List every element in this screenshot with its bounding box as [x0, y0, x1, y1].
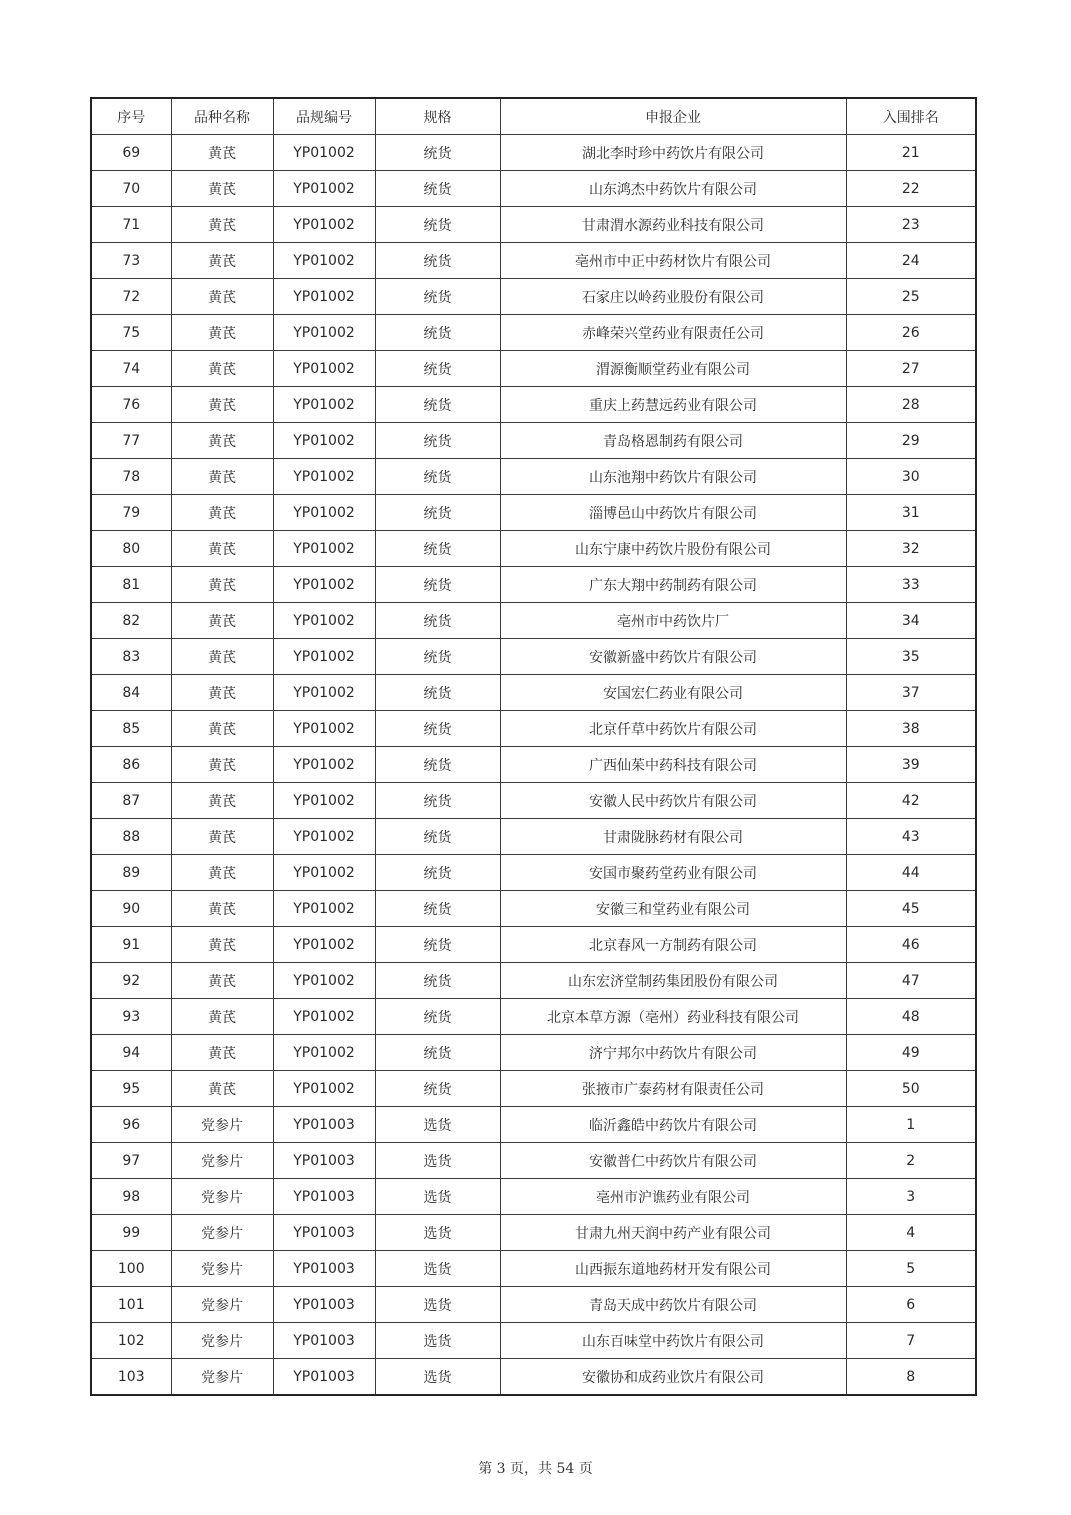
- cell-company: 重庆上药慧远药业有限公司: [500, 387, 846, 423]
- cell-spec-code: YP01002: [273, 639, 375, 675]
- cell-serial: 87: [91, 783, 171, 819]
- cell-serial: 93: [91, 999, 171, 1035]
- table-row: [91, 711, 976, 747]
- cell-spec-code: YP01002: [273, 423, 375, 459]
- table-row: [91, 279, 976, 315]
- cell-ranking: 47: [846, 963, 976, 999]
- cell-company: 渭源衡顺堂药业有限公司: [500, 351, 846, 387]
- cell-spec-code: YP01002: [273, 855, 375, 891]
- cell-serial: 101: [91, 1287, 171, 1323]
- cell-ranking: 21: [846, 135, 976, 171]
- cell-grade: 统货: [375, 927, 500, 963]
- cell-ranking: 48: [846, 999, 976, 1035]
- table-row: [91, 819, 976, 855]
- cell-company: 山东池翔中药饮片有限公司: [500, 459, 846, 495]
- cell-company: 临沂鑫皓中药饮片有限公司: [500, 1107, 846, 1143]
- cell-grade: 统货: [375, 1035, 500, 1071]
- table-row: [91, 351, 976, 387]
- cell-company: 安徽普仁中药饮片有限公司: [500, 1143, 846, 1179]
- cell-ranking: 50: [846, 1071, 976, 1107]
- table-row: [91, 1323, 976, 1359]
- cell-serial: 81: [91, 567, 171, 603]
- cell-company: 青岛格恩制药有限公司: [500, 423, 846, 459]
- cell-ranking: 22: [846, 171, 976, 207]
- cell-spec-code: YP01002: [273, 207, 375, 243]
- cell-spec-code: YP01002: [273, 279, 375, 315]
- cell-company: 赤峰荣兴堂药业有限责任公司: [500, 315, 846, 351]
- cell-spec-code: YP01003: [273, 1323, 375, 1359]
- cell-serial: 100: [91, 1251, 171, 1287]
- cell-grade: 选货: [375, 1215, 500, 1251]
- cell-serial: 95: [91, 1071, 171, 1107]
- cell-ranking: 6: [846, 1287, 976, 1323]
- header-company: 申报企业: [500, 98, 846, 135]
- cell-spec-code: YP01003: [273, 1251, 375, 1287]
- page-number: 第 3 页，共 54 页: [478, 1461, 593, 1477]
- cell-company: 安徽人民中药饮片有限公司: [500, 783, 846, 819]
- cell-grade: 统货: [375, 351, 500, 387]
- cell-company: 广东大翔中药制药有限公司: [500, 567, 846, 603]
- cell-serial: 97: [91, 1143, 171, 1179]
- cell-company: 张掖市广泰药材有限责任公司: [500, 1071, 846, 1107]
- cell-variety-name: 黄芪: [171, 1035, 273, 1071]
- table-row: [91, 567, 976, 603]
- cell-grade: 统货: [375, 603, 500, 639]
- cell-ranking: 23: [846, 207, 976, 243]
- cell-spec-code: YP01002: [273, 531, 375, 567]
- table-row: [91, 459, 976, 495]
- table-row: [91, 315, 976, 351]
- cell-grade: 选货: [375, 1251, 500, 1287]
- header-serial: 序号: [91, 98, 171, 135]
- cell-company: 北京本草方源（亳州）药业科技有限公司: [500, 999, 846, 1035]
- cell-spec-code: YP01002: [273, 747, 375, 783]
- cell-variety-name: 黄芪: [171, 855, 273, 891]
- cell-variety-name: 黄芪: [171, 639, 273, 675]
- table-row: [91, 1179, 976, 1215]
- header-ranking: 入围排名: [846, 98, 976, 135]
- cell-spec-code: YP01003: [273, 1359, 375, 1396]
- cell-ranking: 7: [846, 1323, 976, 1359]
- cell-grade: 统货: [375, 891, 500, 927]
- cell-company: 山西振东道地药材开发有限公司: [500, 1251, 846, 1287]
- table-row: [91, 1251, 976, 1287]
- cell-grade: 统货: [375, 999, 500, 1035]
- cell-grade: 统货: [375, 423, 500, 459]
- cell-variety-name: 黄芪: [171, 531, 273, 567]
- cell-company: 安徽新盛中药饮片有限公司: [500, 639, 846, 675]
- cell-spec-code: YP01002: [273, 1071, 375, 1107]
- cell-grade: 统货: [375, 855, 500, 891]
- cell-grade: 统货: [375, 315, 500, 351]
- table-row: [91, 1359, 976, 1396]
- cell-variety-name: 黄芪: [171, 999, 273, 1035]
- cell-serial: 78: [91, 459, 171, 495]
- cell-spec-code: YP01002: [273, 711, 375, 747]
- cell-serial: 69: [91, 135, 171, 171]
- cell-spec-code: YP01002: [273, 603, 375, 639]
- table-row: [91, 855, 976, 891]
- cell-spec-code: YP01003: [273, 1287, 375, 1323]
- cell-ranking: 35: [846, 639, 976, 675]
- cell-ranking: 29: [846, 423, 976, 459]
- table-row: [91, 639, 976, 675]
- header-row: [91, 98, 976, 135]
- cell-spec-code: YP01002: [273, 315, 375, 351]
- cell-company: 安徽协和成药业饮片有限公司: [500, 1359, 846, 1396]
- cell-grade: 统货: [375, 567, 500, 603]
- cell-serial: 84: [91, 675, 171, 711]
- cell-variety-name: 黄芪: [171, 783, 273, 819]
- cell-grade: 统货: [375, 531, 500, 567]
- cell-serial: 83: [91, 639, 171, 675]
- cell-ranking: 28: [846, 387, 976, 423]
- header-variety-name: 品种名称: [171, 98, 273, 135]
- cell-variety-name: 黄芪: [171, 315, 273, 351]
- cell-serial: 90: [91, 891, 171, 927]
- cell-spec-code: YP01002: [273, 891, 375, 927]
- cell-spec-code: YP01002: [273, 567, 375, 603]
- cell-variety-name: 党参片: [171, 1287, 273, 1323]
- table-row: [91, 1287, 976, 1323]
- cell-company: 石家庄以岭药业股份有限公司: [500, 279, 846, 315]
- cell-grade: 统货: [375, 819, 500, 855]
- table-row: [91, 747, 976, 783]
- table-row: [91, 963, 976, 999]
- cell-variety-name: 黄芪: [171, 675, 273, 711]
- cell-variety-name: 黄芪: [171, 135, 273, 171]
- cell-serial: 80: [91, 531, 171, 567]
- cell-variety-name: 黄芪: [171, 279, 273, 315]
- cell-serial: 91: [91, 927, 171, 963]
- cell-ranking: 38: [846, 711, 976, 747]
- cell-grade: 统货: [375, 459, 500, 495]
- cell-variety-name: 黄芪: [171, 423, 273, 459]
- cell-serial: 74: [91, 351, 171, 387]
- cell-ranking: 24: [846, 243, 976, 279]
- table-header: [91, 98, 976, 135]
- cell-company: 亳州市沪谯药业有限公司: [500, 1179, 846, 1215]
- cell-serial: 75: [91, 315, 171, 351]
- cell-company: 亳州市中药饮片厂: [500, 603, 846, 639]
- table-row: [91, 891, 976, 927]
- cell-grade: 统货: [375, 135, 500, 171]
- cell-spec-code: YP01002: [273, 1035, 375, 1071]
- table-row: [91, 1215, 976, 1251]
- table-row: [91, 1035, 976, 1071]
- cell-company: 甘肃九州天润中药产业有限公司: [500, 1215, 846, 1251]
- cell-ranking: 2: [846, 1143, 976, 1179]
- cell-variety-name: 黄芪: [171, 495, 273, 531]
- cell-spec-code: YP01003: [273, 1107, 375, 1143]
- table-row: [91, 1143, 976, 1179]
- cell-ranking: 31: [846, 495, 976, 531]
- cell-spec-code: YP01002: [273, 783, 375, 819]
- cell-grade: 选货: [375, 1179, 500, 1215]
- cell-variety-name: 党参片: [171, 1107, 273, 1143]
- cell-grade: 选货: [375, 1287, 500, 1323]
- cell-variety-name: 黄芪: [171, 711, 273, 747]
- cell-spec-code: YP01003: [273, 1215, 375, 1251]
- cell-company: 甘肃渭水源药业科技有限公司: [500, 207, 846, 243]
- table-body: [91, 135, 976, 1396]
- cell-grade: 统货: [375, 387, 500, 423]
- cell-company: 山东宁康中药饮片股份有限公司: [500, 531, 846, 567]
- cell-ranking: 8: [846, 1359, 976, 1396]
- cell-serial: 82: [91, 603, 171, 639]
- enterprise-ranking-table: [90, 97, 977, 1396]
- cell-serial: 79: [91, 495, 171, 531]
- cell-company: 济宁邦尔中药饮片有限公司: [500, 1035, 846, 1071]
- cell-ranking: 5: [846, 1251, 976, 1287]
- cell-serial: 92: [91, 963, 171, 999]
- cell-company: 广西仙茱中药科技有限公司: [500, 747, 846, 783]
- cell-ranking: 39: [846, 747, 976, 783]
- cell-spec-code: YP01002: [273, 963, 375, 999]
- cell-spec-code: YP01002: [273, 171, 375, 207]
- cell-variety-name: 黄芪: [171, 1071, 273, 1107]
- cell-ranking: 42: [846, 783, 976, 819]
- cell-grade: 统货: [375, 207, 500, 243]
- cell-ranking: 27: [846, 351, 976, 387]
- cell-spec-code: YP01002: [273, 135, 375, 171]
- table-row: [91, 675, 976, 711]
- cell-spec-code: YP01002: [273, 999, 375, 1035]
- cell-spec-code: YP01002: [273, 675, 375, 711]
- cell-serial: 102: [91, 1323, 171, 1359]
- cell-serial: 71: [91, 207, 171, 243]
- table-row: [91, 423, 976, 459]
- cell-serial: 73: [91, 243, 171, 279]
- cell-grade: 统货: [375, 711, 500, 747]
- cell-serial: 76: [91, 387, 171, 423]
- cell-serial: 103: [91, 1359, 171, 1396]
- cell-ranking: 25: [846, 279, 976, 315]
- cell-variety-name: 黄芪: [171, 927, 273, 963]
- cell-ranking: 37: [846, 675, 976, 711]
- table-row: [91, 387, 976, 423]
- cell-spec-code: YP01002: [273, 495, 375, 531]
- table-row: [91, 927, 976, 963]
- cell-serial: 98: [91, 1179, 171, 1215]
- cell-grade: 统货: [375, 171, 500, 207]
- cell-company: 山东百味堂中药饮片有限公司: [500, 1323, 846, 1359]
- cell-variety-name: 黄芪: [171, 891, 273, 927]
- cell-serial: 96: [91, 1107, 171, 1143]
- cell-grade: 统货: [375, 747, 500, 783]
- table-row: [91, 1107, 976, 1143]
- cell-company: 山东鸿杰中药饮片有限公司: [500, 171, 846, 207]
- cell-variety-name: 黄芪: [171, 459, 273, 495]
- header-spec-code: 品规编号: [273, 98, 375, 135]
- cell-company: 安徽三和堂药业有限公司: [500, 891, 846, 927]
- cell-serial: 94: [91, 1035, 171, 1071]
- cell-ranking: 44: [846, 855, 976, 891]
- cell-company: 北京春风一方制药有限公司: [500, 927, 846, 963]
- header-grade: 规格: [375, 98, 500, 135]
- cell-grade: 统货: [375, 1071, 500, 1107]
- cell-grade: 选货: [375, 1107, 500, 1143]
- cell-spec-code: YP01002: [273, 819, 375, 855]
- table-row: [91, 1071, 976, 1107]
- table-row: [91, 135, 976, 171]
- cell-variety-name: 党参片: [171, 1215, 273, 1251]
- cell-grade: 统货: [375, 963, 500, 999]
- cell-variety-name: 黄芪: [171, 963, 273, 999]
- cell-grade: 选货: [375, 1323, 500, 1359]
- table-row: [91, 243, 976, 279]
- table-row: [91, 495, 976, 531]
- cell-serial: 86: [91, 747, 171, 783]
- cell-serial: 88: [91, 819, 171, 855]
- cell-company: 安国宏仁药业有限公司: [500, 675, 846, 711]
- cell-ranking: 43: [846, 819, 976, 855]
- cell-ranking: 46: [846, 927, 976, 963]
- cell-spec-code: YP01002: [273, 351, 375, 387]
- cell-grade: 统货: [375, 279, 500, 315]
- cell-ranking: 45: [846, 891, 976, 927]
- cell-spec-code: YP01002: [273, 459, 375, 495]
- cell-serial: 77: [91, 423, 171, 459]
- cell-variety-name: 黄芪: [171, 207, 273, 243]
- cell-variety-name: 黄芪: [171, 747, 273, 783]
- cell-grade: 选货: [375, 1359, 500, 1396]
- cell-variety-name: 黄芪: [171, 387, 273, 423]
- cell-serial: 89: [91, 855, 171, 891]
- cell-ranking: 1: [846, 1107, 976, 1143]
- cell-variety-name: 党参片: [171, 1143, 273, 1179]
- cell-spec-code: YP01002: [273, 243, 375, 279]
- cell-serial: 99: [91, 1215, 171, 1251]
- cell-company: 淄博邑山中药饮片有限公司: [500, 495, 846, 531]
- cell-grade: 统货: [375, 243, 500, 279]
- cell-variety-name: 黄芪: [171, 603, 273, 639]
- cell-variety-name: 黄芪: [171, 819, 273, 855]
- cell-ranking: 3: [846, 1179, 976, 1215]
- cell-grade: 选货: [375, 1143, 500, 1179]
- cell-spec-code: YP01003: [273, 1179, 375, 1215]
- cell-ranking: 4: [846, 1215, 976, 1251]
- cell-company: 青岛天成中药饮片有限公司: [500, 1287, 846, 1323]
- cell-company: 亳州市中正中药材饮片有限公司: [500, 243, 846, 279]
- cell-company: 湖北李时珍中药饮片有限公司: [500, 135, 846, 171]
- cell-serial: 70: [91, 171, 171, 207]
- cell-spec-code: YP01003: [273, 1143, 375, 1179]
- cell-ranking: 34: [846, 603, 976, 639]
- cell-variety-name: 党参片: [171, 1179, 273, 1215]
- cell-grade: 统货: [375, 675, 500, 711]
- cell-variety-name: 党参片: [171, 1251, 273, 1287]
- cell-variety-name: 党参片: [171, 1359, 273, 1396]
- cell-ranking: 32: [846, 531, 976, 567]
- table-row: [91, 999, 976, 1035]
- cell-grade: 统货: [375, 783, 500, 819]
- cell-ranking: 33: [846, 567, 976, 603]
- cell-company: 北京仟草中药饮片有限公司: [500, 711, 846, 747]
- cell-variety-name: 黄芪: [171, 351, 273, 387]
- table-row: [91, 207, 976, 243]
- cell-company: 安国市聚药堂药业有限公司: [500, 855, 846, 891]
- table-row: [91, 531, 976, 567]
- cell-ranking: 30: [846, 459, 976, 495]
- cell-grade: 统货: [375, 639, 500, 675]
- cell-variety-name: 黄芪: [171, 567, 273, 603]
- cell-variety-name: 黄芪: [171, 243, 273, 279]
- cell-company: 山东宏济堂制药集团股份有限公司: [500, 963, 846, 999]
- cell-serial: 72: [91, 279, 171, 315]
- cell-variety-name: 黄芪: [171, 171, 273, 207]
- cell-spec-code: YP01002: [273, 927, 375, 963]
- cell-company: 甘肃陇脉药材有限公司: [500, 819, 846, 855]
- table-row: [91, 783, 976, 819]
- cell-spec-code: YP01002: [273, 387, 375, 423]
- cell-serial: 85: [91, 711, 171, 747]
- cell-ranking: 49: [846, 1035, 976, 1071]
- cell-grade: 统货: [375, 495, 500, 531]
- table-row: [91, 603, 976, 639]
- table-row: [91, 171, 976, 207]
- cell-variety-name: 党参片: [171, 1323, 273, 1359]
- cell-ranking: 26: [846, 315, 976, 351]
